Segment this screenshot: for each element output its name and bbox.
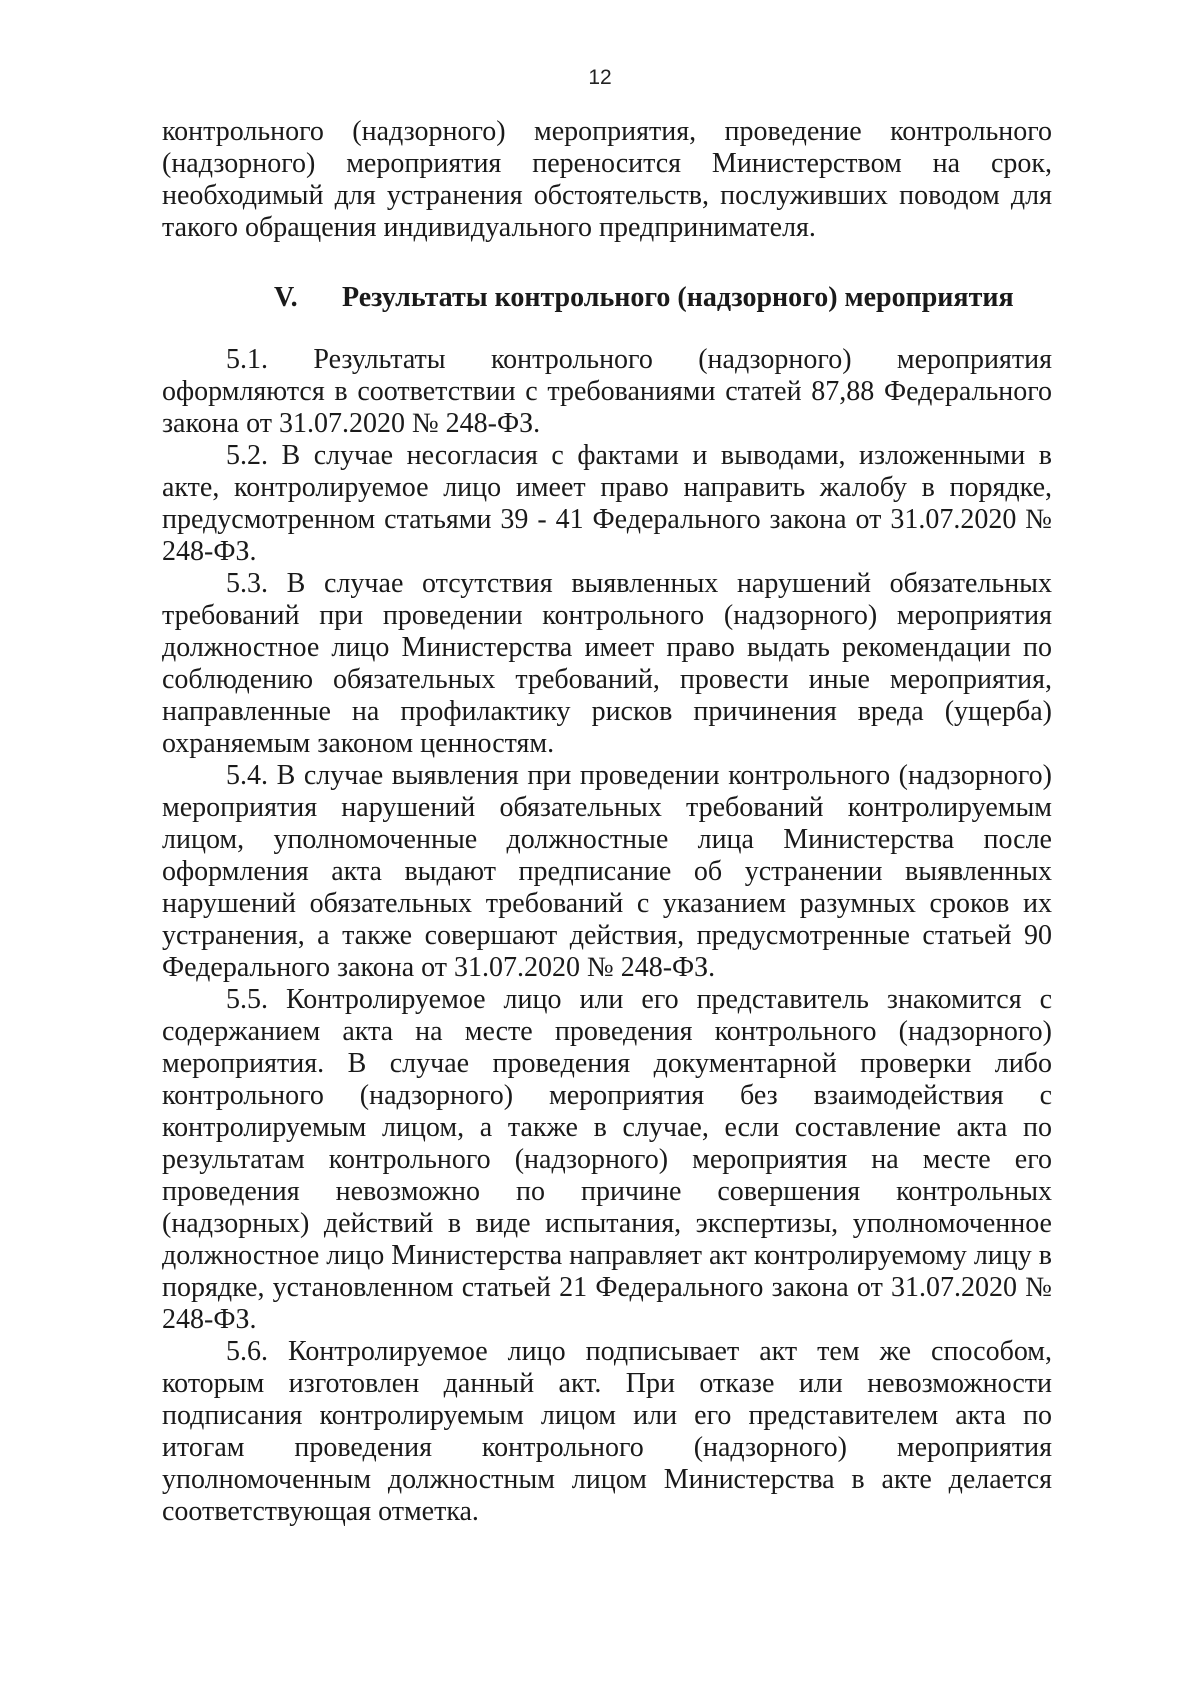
- intro-paragraph: контрольного (надзорного) мероприятия, проведение контрольного (надзорного) мероприятия переносится Министерством на срок, необходимый для устранения обстоятельств, послуживших поводом для такого обращения индивидуального предпринимателя.: [162, 116, 1052, 243]
- paragraph-5-1: 5.1. Результаты контрольного (надзорного) мероприятия оформляются в соответствии с требованиями статей 87,88 Федерального закона от 31.07.2020 № 248-ФЗ.: [162, 344, 1052, 439]
- paragraph-5-4: 5.4. В случае выявления при проведении контрольного (надзорного) мероприятия нарушений обязательных требований контролируемым лицом, уполномоченные должностные лица Министерства после оформления акта выдают предписание об устранении выявленных нарушений обязательных требований с указанием разумных сроков их устранения, а также совершают действия, предусмотренные статьей 90 Федерального закона от 31.07.2020 № 248-ФЗ.: [162, 760, 1052, 983]
- paragraph-5-3: 5.3. В случае отсутствия выявленных нарушений обязательных требований при проведении контрольного (надзорного) мероприятия должностное лицо Министерства имеет право выдать рекомендации по соблюдению обязательных требований, провести иные мероприятия, направленные на профилактику рисков причинения вреда (ущерба) охраняемым законом ценностям.: [162, 568, 1052, 759]
- paragraph-5-2: 5.2. В случае несогласия с фактами и выводами, изложенными в акте, контролируемое лицо имеет право направить жалобу в порядке, предусмотренном статьями 39 - 41 Федерального закона от 31.07.2020 № 248-ФЗ.: [162, 440, 1052, 567]
- page-number: 12: [588, 66, 612, 89]
- document-body: [162, 116, 1052, 1528]
- paragraph-5-6: 5.6. Контролируемое лицо подписывает акт тем же способом, которым изготовлен данный акт. При отказе или невозможности подписания контролируемым лицом или его представителем акта по итогам проведения контрольного (надзорного) мероприятия уполномоченным должностным лицом Министерства в акте делается соответствующая отметка.: [162, 1336, 1052, 1527]
- section-heading: [162, 282, 1052, 314]
- section-title: Результаты контрольного (надзорного) мероприятия: [342, 282, 1014, 313]
- paragraph-5-5: 5.5. Контролируемое лицо или его представитель знакомится с содержанием акта на месте проведения контрольного (надзорного) мероприятия. В случае проведения документарной проверки либо контрольного (надзорного) мероприятия без взаимодействия с контролируемым лицом, а также в случае, если составление акта по результатам контрольного (надзорного) мероприятия на месте его проведения невозможно по причине совершения контрольных (надзорных) действий в виде испытания, экспертизы, уполномоченное должностное лицо Министерства направляет акт контролируемому лицу в порядке, установленном статьей 21 Федерального закона от 31.07.2020 № 248-ФЗ.: [162, 984, 1052, 1335]
- section-number: V.: [274, 282, 298, 313]
